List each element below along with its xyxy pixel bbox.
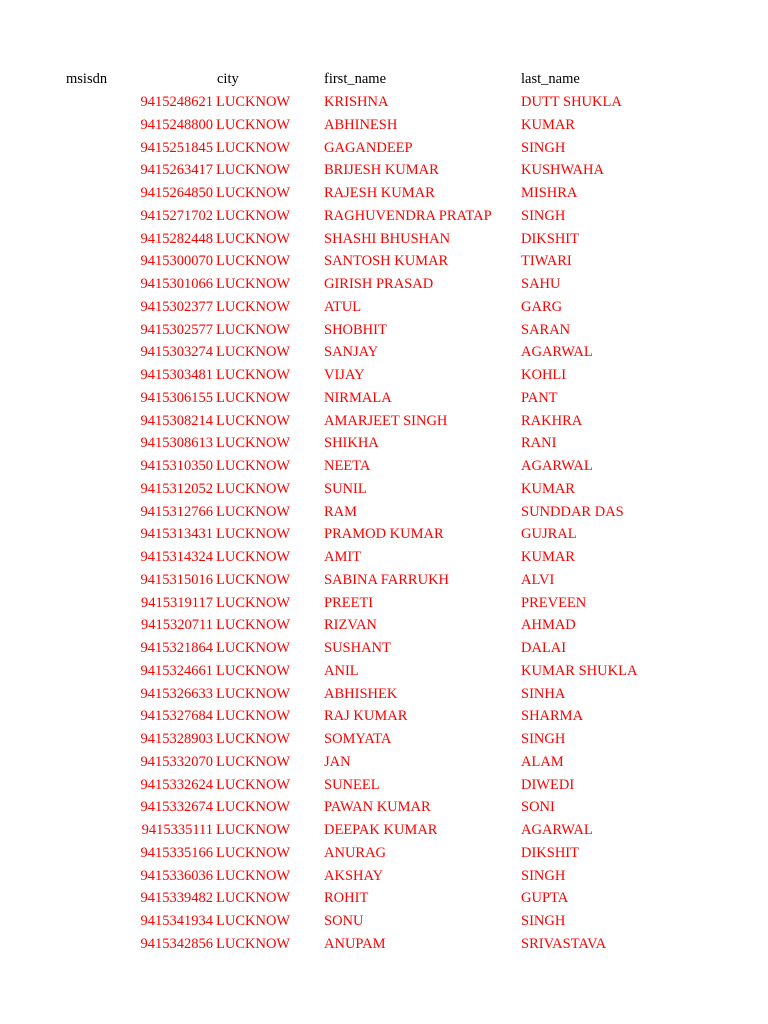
cell-first-name: AMARJEET SINGH bbox=[324, 412, 448, 429]
table-row bbox=[0, 455, 768, 478]
cell-msisdn: 9415342856 bbox=[140, 935, 213, 952]
table-row bbox=[0, 910, 768, 933]
cell-msisdn: 9415264850 bbox=[140, 185, 213, 201]
cell-first-name: SHIKHA bbox=[324, 435, 379, 452]
cell-first-name: ANIL bbox=[324, 662, 359, 679]
cell-last-name: AGARWAL bbox=[521, 822, 593, 838]
table-row bbox=[0, 364, 768, 387]
cell-msisdn: 9415301066 bbox=[140, 276, 213, 292]
cell-last-name: DIWEDI bbox=[521, 776, 575, 793]
cell-msisdn: 9415312052 bbox=[140, 480, 213, 497]
cell-first-name: SUNEEL bbox=[324, 776, 380, 793]
cell-last-name: AGARWAL bbox=[521, 344, 593, 361]
table-row bbox=[0, 637, 768, 660]
cell-first-name: RAJESH KUMAR bbox=[324, 185, 435, 201]
cell-last-name: AGARWAL bbox=[521, 458, 593, 474]
cell-msisdn: 9415332070 bbox=[140, 753, 213, 770]
cell-city: LUCKNOW bbox=[216, 230, 291, 247]
table-row bbox=[0, 546, 768, 569]
cell-first-name: ABHINESH bbox=[324, 116, 398, 133]
cell-city: LUCKNOW bbox=[216, 276, 291, 292]
cell-first-name: SOMYATA bbox=[324, 731, 392, 747]
cell-last-name: GUPTA bbox=[521, 890, 569, 907]
cell-city: LUCKNOW bbox=[216, 389, 291, 406]
cell-city: LUCKNOW bbox=[216, 935, 291, 952]
cell-first-name: RAJ KUMAR bbox=[324, 708, 408, 725]
cell-msisdn: 9415300070 bbox=[140, 253, 213, 270]
table-row bbox=[0, 751, 768, 774]
cell-last-name: SARAN bbox=[521, 321, 571, 338]
header-first-name: first_name bbox=[324, 71, 387, 87]
table-row bbox=[0, 614, 768, 637]
cell-city: LUCKNOW bbox=[216, 298, 291, 315]
cell-msisdn: 9415324661 bbox=[140, 662, 213, 679]
cell-msisdn: 9415303274 bbox=[140, 344, 213, 361]
cell-city: LUCKNOW bbox=[216, 640, 291, 656]
cell-city: LUCKNOW bbox=[216, 94, 291, 110]
cell-city: LUCKNOW bbox=[216, 435, 291, 452]
cell-msisdn: 9415313431 bbox=[140, 526, 213, 543]
table-row bbox=[0, 137, 768, 160]
cell-first-name: PAWAN KUMAR bbox=[324, 799, 431, 816]
cell-city: LUCKNOW bbox=[216, 685, 291, 702]
cell-msisdn: 9415321864 bbox=[140, 640, 213, 656]
cell-last-name: GARG bbox=[521, 298, 563, 315]
cell-first-name: ABHISHEK bbox=[324, 685, 398, 702]
table-row bbox=[0, 319, 768, 342]
cell-city: LUCKNOW bbox=[216, 207, 291, 224]
table-row bbox=[0, 774, 768, 797]
cell-last-name: DIKSHIT bbox=[521, 844, 579, 861]
cell-msisdn: 9415319117 bbox=[141, 594, 213, 611]
cell-first-name: SUSHANT bbox=[324, 640, 391, 656]
cell-last-name: TIWARI bbox=[521, 253, 572, 270]
cell-city: LUCKNOW bbox=[216, 116, 291, 133]
cell-last-name: SINGH bbox=[521, 139, 566, 156]
table-row bbox=[0, 182, 768, 205]
cell-first-name: VIJAY bbox=[324, 367, 365, 383]
table-row bbox=[0, 887, 768, 910]
cell-last-name: DIKSHIT bbox=[521, 230, 579, 247]
cell-last-name: KOHLI bbox=[521, 367, 567, 383]
table-row bbox=[0, 933, 768, 956]
table-row bbox=[0, 478, 768, 501]
cell-msisdn: 9415320711 bbox=[141, 617, 213, 634]
cell-last-name: KUMAR bbox=[521, 480, 575, 497]
cell-msisdn: 9415335111 bbox=[141, 822, 213, 838]
cell-first-name: ANURAG bbox=[324, 844, 387, 861]
cell-first-name: GAGANDEEP bbox=[324, 139, 413, 156]
cell-last-name: ALAM bbox=[521, 753, 564, 770]
cell-last-name: SUNDDAR DAS bbox=[521, 503, 624, 520]
cell-msisdn: 9415306155 bbox=[140, 389, 213, 406]
table-row bbox=[0, 705, 768, 728]
cell-first-name: SHOBHIT bbox=[324, 321, 387, 338]
cell-last-name: SINGH bbox=[521, 867, 566, 884]
cell-first-name: ATUL bbox=[324, 298, 362, 315]
cell-last-name: GUJRAL bbox=[521, 526, 577, 543]
cell-msisdn: 9415339482 bbox=[140, 890, 213, 907]
cell-msisdn: 9415336036 bbox=[140, 867, 213, 884]
table-header bbox=[0, 68, 768, 90]
cell-msisdn: 9415251845 bbox=[140, 139, 213, 156]
cell-last-name: ALVI bbox=[521, 571, 555, 588]
cell-city: LUCKNOW bbox=[216, 822, 291, 838]
cell-city: LUCKNOW bbox=[216, 321, 291, 338]
cell-first-name: RIZVAN bbox=[324, 617, 377, 634]
table-row bbox=[0, 387, 768, 410]
cell-msisdn: 9415341934 bbox=[140, 913, 213, 929]
cell-last-name: KUMAR SHUKLA bbox=[521, 662, 638, 679]
cell-first-name: NEETA bbox=[324, 458, 371, 474]
cell-last-name: SRIVASTAVA bbox=[521, 935, 607, 952]
cell-msisdn: 9415248800 bbox=[140, 116, 213, 133]
cell-last-name: SAHU bbox=[521, 276, 561, 292]
table-row bbox=[0, 569, 768, 592]
cell-city: LUCKNOW bbox=[216, 753, 291, 770]
cell-first-name: SANJAY bbox=[324, 344, 379, 361]
cell-city: LUCKNOW bbox=[216, 480, 291, 497]
cell-first-name: PREETI bbox=[324, 594, 374, 611]
cell-last-name: SINGH bbox=[521, 913, 566, 929]
table-row bbox=[0, 728, 768, 751]
cell-first-name: SHASHI BHUSHAN bbox=[324, 230, 451, 247]
cell-last-name: SINGH bbox=[521, 207, 566, 224]
header-msisdn: msisdn bbox=[66, 71, 108, 87]
cell-msisdn: 9415303481 bbox=[140, 367, 213, 383]
cell-msisdn: 9415263417 bbox=[140, 162, 213, 179]
cell-msisdn: 9415326633 bbox=[140, 685, 213, 702]
cell-city: LUCKNOW bbox=[216, 458, 291, 474]
cell-city: LUCKNOW bbox=[216, 799, 291, 816]
header-city: city bbox=[217, 71, 239, 87]
cell-first-name: DEEPAK KUMAR bbox=[324, 822, 438, 838]
table-row bbox=[0, 523, 768, 546]
table-row bbox=[0, 683, 768, 706]
cell-last-name: RANI bbox=[521, 435, 557, 452]
table-row bbox=[0, 273, 768, 296]
cell-first-name: SANTOSH KUMAR bbox=[324, 253, 449, 270]
table-row bbox=[0, 819, 768, 842]
cell-msisdn: 9415328903 bbox=[140, 731, 213, 747]
cell-first-name: BRIJESH KUMAR bbox=[324, 162, 439, 179]
cell-last-name: PREVEEN bbox=[521, 594, 587, 611]
cell-city: LUCKNOW bbox=[216, 708, 291, 725]
cell-city: LUCKNOW bbox=[216, 594, 291, 611]
cell-msisdn: 9415332674 bbox=[140, 799, 213, 816]
cell-msisdn: 9415308214 bbox=[140, 412, 213, 429]
cell-msisdn: 9415312766 bbox=[140, 503, 213, 520]
cell-last-name: KUMAR bbox=[521, 116, 575, 133]
table-row bbox=[0, 250, 768, 273]
cell-last-name: SINHA bbox=[521, 685, 566, 702]
cell-city: LUCKNOW bbox=[216, 662, 291, 679]
table-body bbox=[0, 91, 768, 956]
table-row bbox=[0, 660, 768, 683]
cell-last-name: PANT bbox=[521, 389, 558, 406]
cell-msisdn: 9415282448 bbox=[140, 230, 213, 247]
cell-city: LUCKNOW bbox=[216, 890, 291, 907]
table-row bbox=[0, 865, 768, 888]
table-row bbox=[0, 228, 768, 251]
cell-city: LUCKNOW bbox=[216, 162, 291, 179]
cell-city: LUCKNOW bbox=[216, 913, 291, 929]
cell-city: LUCKNOW bbox=[216, 526, 291, 543]
cell-msisdn: 9415332624 bbox=[140, 776, 213, 793]
cell-city: LUCKNOW bbox=[216, 344, 291, 361]
cell-msisdn: 9415271702 bbox=[140, 207, 213, 224]
table-row bbox=[0, 91, 768, 114]
cell-first-name: PRAMOD KUMAR bbox=[324, 526, 444, 543]
cell-msisdn: 9415302577 bbox=[140, 321, 213, 338]
cell-msisdn: 9415327684 bbox=[140, 708, 213, 725]
table-row bbox=[0, 296, 768, 319]
cell-last-name: KUMAR bbox=[521, 549, 575, 565]
cell-first-name: GIRISH PRASAD bbox=[324, 276, 434, 292]
cell-city: LUCKNOW bbox=[216, 617, 291, 634]
cell-first-name: ROHIT bbox=[324, 890, 369, 907]
cell-last-name: DALAI bbox=[521, 640, 567, 656]
cell-last-name: SINGH bbox=[521, 731, 566, 747]
cell-first-name: SUNIL bbox=[324, 480, 367, 497]
cell-first-name: RAM bbox=[324, 503, 358, 520]
table-row bbox=[0, 341, 768, 364]
cell-last-name: DUTT SHUKLA bbox=[521, 94, 622, 110]
cell-first-name: NIRMALA bbox=[324, 389, 392, 406]
cell-city: LUCKNOW bbox=[216, 185, 291, 201]
table-row bbox=[0, 114, 768, 137]
cell-last-name: SONI bbox=[521, 799, 555, 816]
cell-msisdn: 9415310350 bbox=[140, 458, 213, 474]
cell-last-name: SHARMA bbox=[521, 708, 584, 725]
table-row bbox=[0, 159, 768, 182]
cell-msisdn: 9415302377 bbox=[140, 298, 213, 315]
cell-first-name: RAGHUVENDRA PRATAP bbox=[324, 207, 492, 224]
cell-city: LUCKNOW bbox=[216, 139, 291, 156]
cell-city: LUCKNOW bbox=[216, 367, 291, 383]
cell-first-name: AMIT bbox=[324, 549, 362, 565]
table-row bbox=[0, 501, 768, 524]
cell-first-name: JAN bbox=[324, 753, 351, 770]
cell-city: LUCKNOW bbox=[216, 844, 291, 861]
cell-city: LUCKNOW bbox=[216, 776, 291, 793]
cell-msisdn: 9415335166 bbox=[140, 844, 213, 861]
table-row bbox=[0, 842, 768, 865]
cell-city: LUCKNOW bbox=[216, 571, 291, 588]
cell-last-name: MISHRA bbox=[521, 185, 578, 201]
table-row bbox=[0, 410, 768, 433]
cell-last-name: RAKHRA bbox=[521, 412, 583, 429]
cell-first-name: SONU bbox=[324, 913, 364, 929]
cell-first-name: ANUPAM bbox=[324, 935, 386, 952]
cell-city: LUCKNOW bbox=[216, 549, 291, 565]
cell-msisdn: 9415314324 bbox=[140, 549, 213, 565]
cell-first-name: AKSHAY bbox=[324, 867, 384, 884]
cell-city: LUCKNOW bbox=[216, 867, 291, 884]
table-row bbox=[0, 592, 768, 615]
cell-first-name: KRISHNA bbox=[324, 94, 389, 110]
table-row bbox=[0, 796, 768, 819]
cell-city: LUCKNOW bbox=[216, 412, 291, 429]
cell-city: LUCKNOW bbox=[216, 503, 291, 520]
cell-last-name: KUSHWAHA bbox=[521, 162, 604, 179]
header-last-name: last_name bbox=[521, 71, 580, 87]
cell-msisdn: 9415308613 bbox=[140, 435, 213, 452]
cell-last-name: AHMAD bbox=[521, 617, 576, 634]
cell-city: LUCKNOW bbox=[216, 253, 291, 270]
cell-msisdn: 9415248621 bbox=[140, 94, 213, 110]
cell-msisdn: 9415315016 bbox=[140, 571, 213, 588]
cell-first-name: SABINA FARRUKH bbox=[324, 571, 450, 588]
table-row bbox=[0, 205, 768, 228]
table-row bbox=[0, 432, 768, 455]
cell-city: LUCKNOW bbox=[216, 731, 291, 747]
